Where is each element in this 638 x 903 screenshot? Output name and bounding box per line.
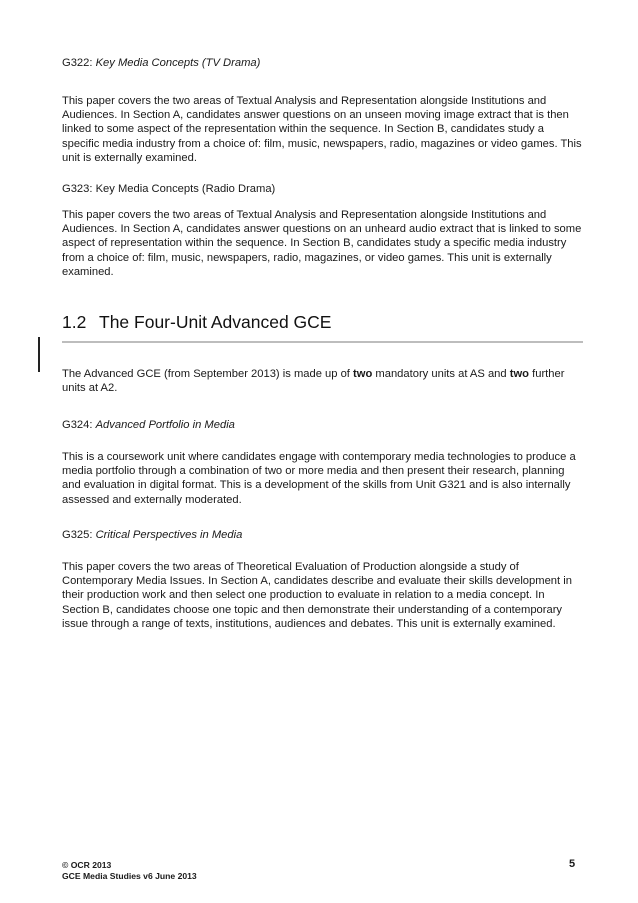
- section-divider: [62, 341, 583, 343]
- unit-title: Critical Perspectives in Media: [95, 529, 243, 541]
- intro-text: The Advanced GCE (from September 2013) is made up of: [62, 368, 354, 380]
- intro-bold: two: [353, 368, 373, 380]
- unit-heading-g325: [62, 528, 582, 542]
- unit-description-g322: This paper covers the two areas of Textual Analysis and Representation alongside Institutions and Audiences. In Section A, candidates answer questions on an unseen moving image extract that is then linked to some aspect of the representation within the sequence. In Section B, candidates study a specific media industry from a choice of: film, music, newspapers, radio, magazines or video games. This unit is externally examined.: [62, 95, 582, 164]
- unit-title: Key Media Concepts (Radio Drama): [95, 183, 276, 195]
- unit-description-g323: This paper covers the two areas of Textual Analysis and Representation alongside Institutions and Audiences. In Section A, candidates answer questions on an unheard audio extract that is linked to some aspect of representation within the sequence. In Section B, candidates study a specific media industry from a choice of: film, music, newspapers, radio, magazines, or video games. This unit is externally examined.: [62, 209, 582, 278]
- footer-document: GCE Media Studies v6 June 2013: [62, 871, 197, 881]
- intro-text: further units at A2.: [62, 368, 565, 395]
- unit-code: G323:: [62, 183, 93, 195]
- section-heading: [62, 312, 331, 333]
- unit-code: G322:: [62, 57, 93, 69]
- unit-code: G325:: [62, 529, 93, 541]
- page-number: 5: [569, 858, 576, 870]
- change-bar: [38, 337, 40, 372]
- unit-heading-g323: [62, 182, 582, 196]
- intro-bold: two: [509, 368, 530, 380]
- footer-copyright: © OCR 2013: [62, 860, 112, 870]
- section-title: The Four-Unit Advanced GCE: [99, 312, 332, 332]
- unit-heading-g324: [62, 418, 582, 432]
- unit-code: G324:: [62, 419, 93, 431]
- intro-text: mandatory units at AS and: [372, 368, 510, 380]
- unit-description-g324: This is a coursework unit where candidates engage with contemporary media technologies to produce a media portfolio through a combination of two or more media and then present their research, planning and evaluation in digital format. This is a development of the skills from Unit G321 and is also internally assessed and externally moderated.: [62, 451, 576, 506]
- footer: [62, 860, 197, 882]
- unit-title: Key Media Concepts (TV Drama): [95, 57, 261, 69]
- unit-title: Advanced Portfolio in Media: [95, 419, 235, 431]
- section-number: 1.2: [62, 312, 87, 332]
- unit-description-g325: This paper covers the two areas of Theoretical Evaluation of Production alongside a study of Contemporary Media Issues. In Section A, candidates describe and evaluate their skills development in their production work and then select one production to evaluate in relation to a media concept. In Section B, candidates choose one topic and then demonstrate their understanding of a contemporary issue through a range of texts, institutions, audiences and debates. This unit is externally examined.: [62, 561, 572, 630]
- intro-paragraph: [62, 367, 582, 395]
- unit-heading-g322: [62, 56, 582, 70]
